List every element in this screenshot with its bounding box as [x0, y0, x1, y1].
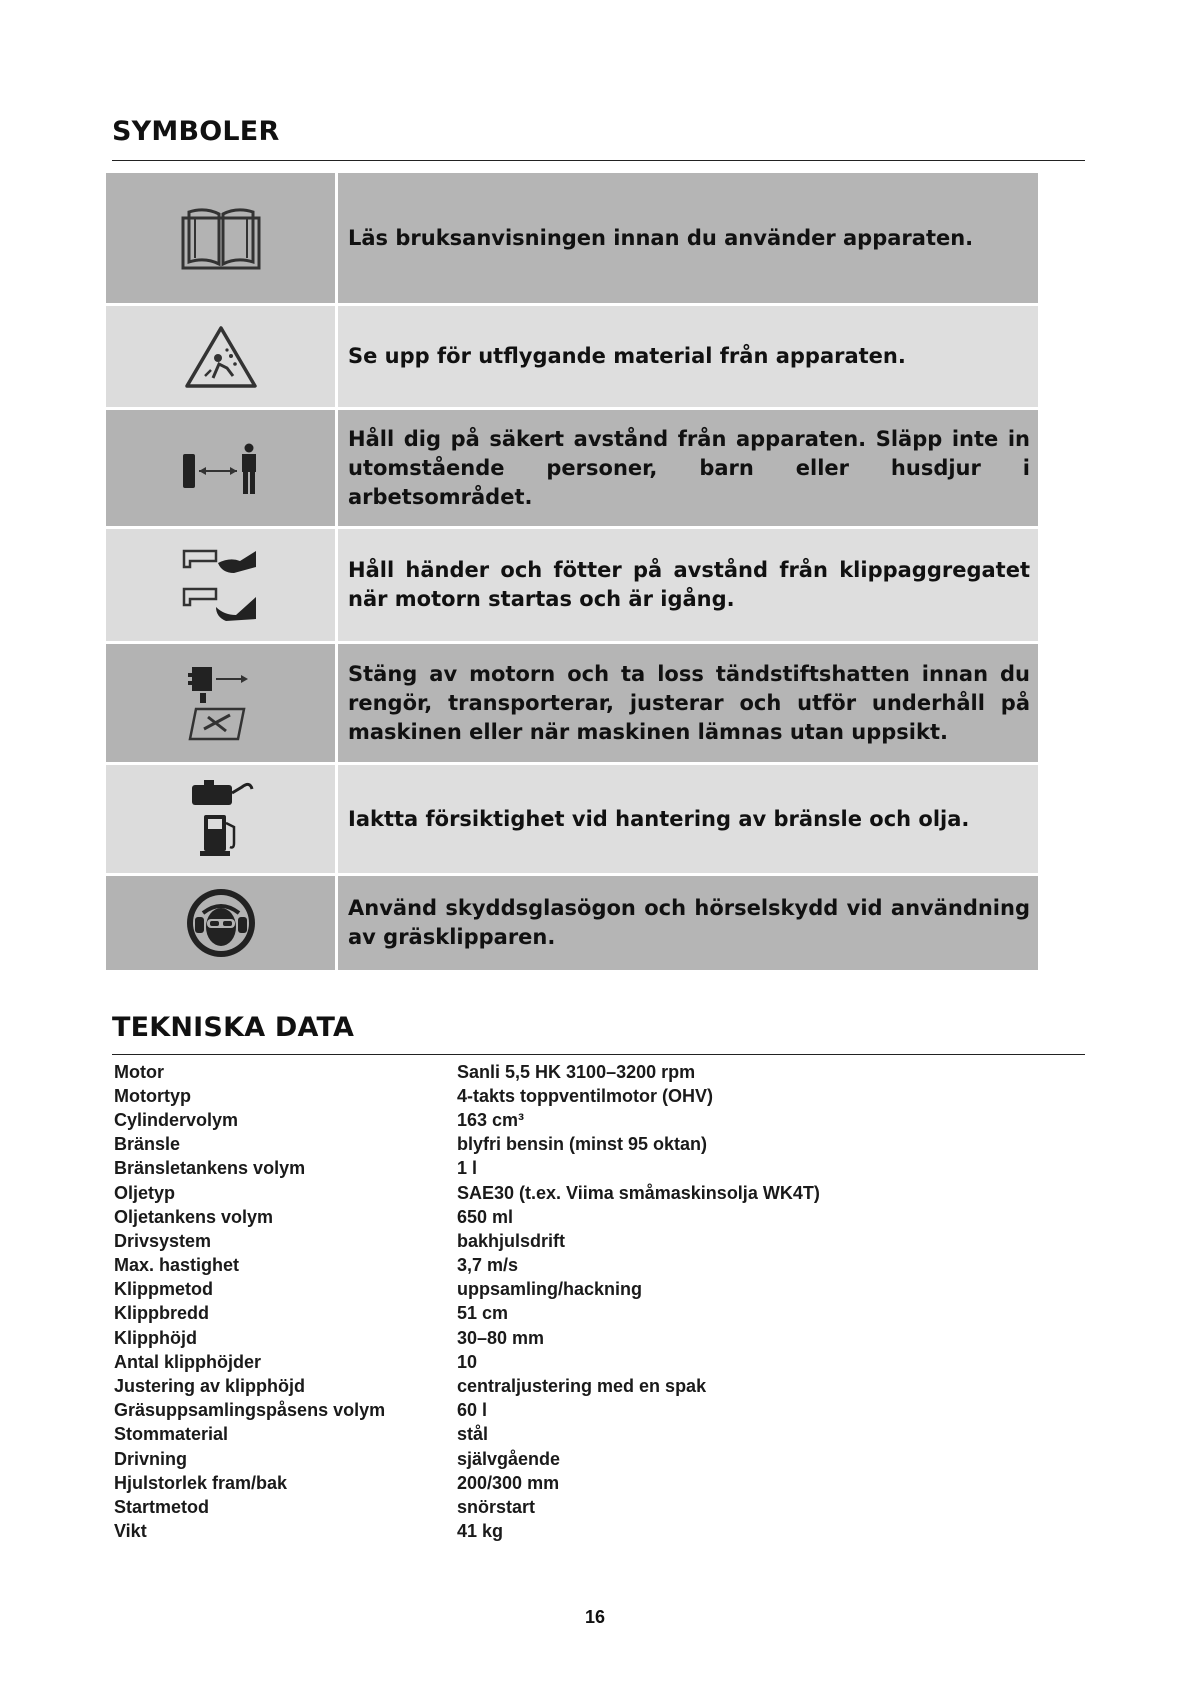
tech-row [114, 1157, 1014, 1181]
tech-label: Stommaterial [114, 1424, 229, 1445]
tech-row [114, 1181, 1014, 1205]
tech-value: 3,7 m/s [457, 1255, 519, 1276]
symbol-text: Stäng av motorn och ta loss tändstiftshatten innan du rengör, transporterar, justerar och utför underhåll på maskinen eller när maskinen lämnas utan uppsikt. [348, 661, 1030, 744]
tech-value: 163 cm³ [457, 1109, 525, 1130]
symbol-text: Håll dig på säkert avstånd från apparaten. Släpp inte in utomstående personer, barn eller husdjur i arbetsområdet. [348, 426, 1030, 509]
tech-label: Bränsletankens volym [114, 1158, 306, 1179]
tech-label: Justering av klipphöjd [114, 1376, 306, 1397]
tech-label: Klippmetod [114, 1279, 213, 1300]
tech-value: centraljustering med en spak [457, 1376, 707, 1397]
tech-label: Hjulstorlek fram/bak [114, 1472, 288, 1493]
symbols-heading: SYMBOLER [112, 116, 280, 147]
book-icon [106, 173, 338, 303]
tech-value: bakhjulsdrift [457, 1230, 566, 1251]
tech-label: Oljetankens volym [114, 1206, 274, 1227]
tech-label: Oljetyp [114, 1182, 176, 1203]
tech-label: Klipphöjd [114, 1327, 197, 1348]
symbol-row [106, 306, 1038, 407]
tech-row [114, 1302, 1014, 1326]
tech-row [114, 1423, 1014, 1447]
tech-value: 1 l [457, 1158, 478, 1179]
symbols-table [106, 173, 1038, 970]
tech-label: Bränsle [114, 1134, 181, 1155]
symbol-text: Iaktta försiktighet vid hantering av bränsle och olja. [348, 806, 970, 831]
symbol-text: Använd skyddsglasögon och hörselskydd vid användning av gräsklipparen. [348, 896, 1030, 949]
symbol-text: Håll händer och fötter på avstånd från klippaggregatet när motorn startas och är igång. [348, 558, 1030, 611]
tech-row [114, 1254, 1014, 1278]
tech-value: snörstart [457, 1496, 536, 1517]
tech-value: stål [457, 1424, 489, 1445]
symbols-divider [112, 160, 1085, 161]
fuel-oil-icon [106, 765, 338, 873]
tech-value: blyfri bensin (minst 95 oktan) [457, 1134, 708, 1155]
tech-label: Startmetod [114, 1496, 210, 1517]
tech-row [114, 1520, 1014, 1544]
tech-row [114, 1278, 1014, 1302]
tech-row [114, 1471, 1014, 1495]
tech-value: 650 ml [457, 1206, 514, 1227]
page-number: 16 [584, 1607, 606, 1627]
flying-debris-warning-icon [106, 306, 338, 407]
tech-data-list [114, 1060, 1014, 1544]
symbol-text: Läs bruksanvisningen innan du använder apparaten. [348, 225, 974, 250]
symbol-row [106, 644, 1038, 762]
tech-row [114, 1447, 1014, 1471]
tech-row [114, 1399, 1014, 1423]
symbol-row [106, 410, 1038, 526]
tech-label: Motor [114, 1061, 164, 1082]
tech-label: Motortyp [114, 1085, 191, 1106]
tech-value: 200/300 mm [457, 1472, 560, 1493]
tech-value: Sanli 5,5 HK 3100–3200 rpm [457, 1061, 696, 1082]
tech-value: 4-takts toppventilmotor (OHV) [457, 1085, 714, 1106]
tech-row [114, 1350, 1014, 1374]
tech-value: uppsamling/hackning [457, 1279, 643, 1300]
tech-value: 30–80 mm [457, 1327, 545, 1348]
tech-row [114, 1084, 1014, 1108]
safe-distance-icon [106, 410, 338, 526]
symbol-text: Se upp för utflygande material från apparaten. [348, 344, 906, 368]
tech-row [114, 1060, 1014, 1084]
tech-value: SAE30 (t.ex. Viima småmaskinsolja WK4T) [457, 1182, 820, 1203]
tech-label: Drivsystem [114, 1230, 212, 1251]
tech-label: Vikt [114, 1521, 147, 1542]
tech-row [114, 1326, 1014, 1350]
tech-row [114, 1374, 1014, 1398]
tech-value: 51 cm [457, 1303, 509, 1324]
tech-value: 41 kg [457, 1521, 504, 1542]
tech-value: 10 [457, 1351, 478, 1372]
tech-label: Gräsuppsamlingspåsens volym [114, 1400, 386, 1421]
tech-row [114, 1229, 1014, 1253]
tech-label: Cylindervolym [114, 1109, 239, 1130]
tech-label: Antal klipphöjder [114, 1351, 262, 1372]
tech-label: Drivning [114, 1448, 188, 1469]
tech-data-divider [112, 1054, 1085, 1055]
symbol-row [106, 529, 1038, 641]
disconnect-spark-plug-icon [106, 644, 338, 762]
tech-label: Max. hastighet [114, 1255, 240, 1276]
tech-data-heading: TEKNISKA DATA [112, 1012, 355, 1043]
symbol-row [106, 765, 1038, 873]
tech-row [114, 1205, 1014, 1229]
tech-row [114, 1108, 1014, 1132]
tech-label: Klippbredd [114, 1303, 209, 1324]
symbol-row [106, 876, 1038, 970]
hands-feet-blade-icon [106, 529, 338, 641]
tech-value: självgående [457, 1448, 561, 1469]
tech-row [114, 1495, 1014, 1519]
eye-ear-protection-icon [106, 876, 338, 970]
tech-value: 60 l [457, 1400, 488, 1421]
symbol-row [106, 173, 1038, 303]
tech-row [114, 1133, 1014, 1157]
